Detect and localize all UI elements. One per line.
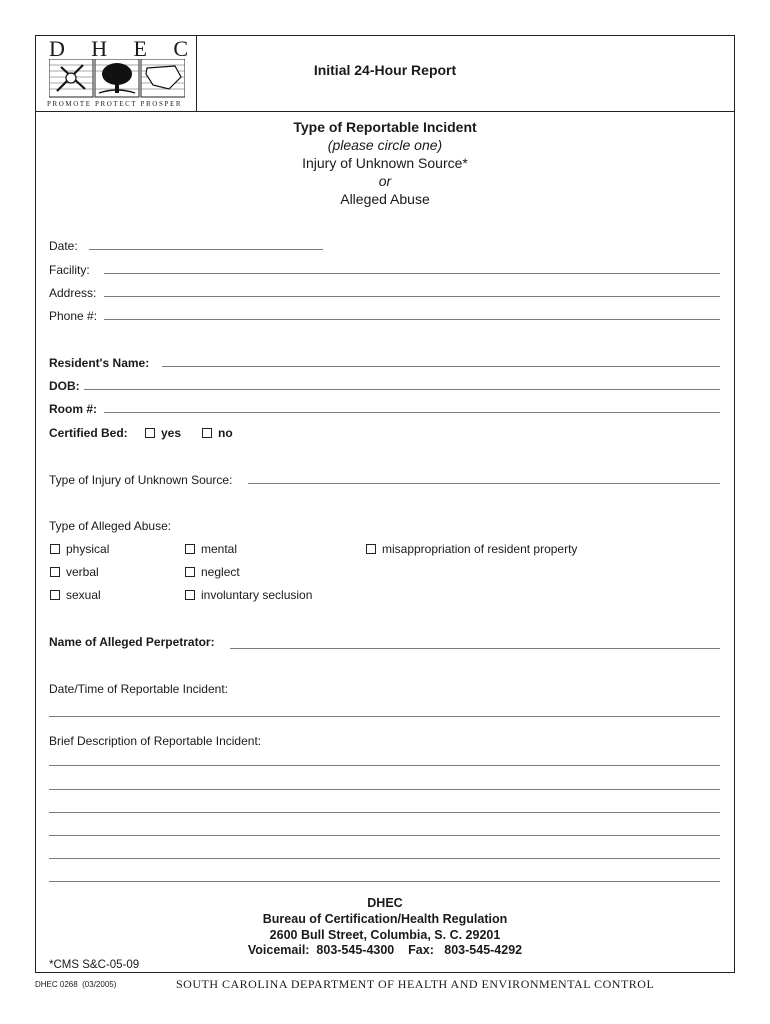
description-line[interactable] [49,835,720,836]
contact-bureau: Bureau of Certification/Health Regulation [262,912,508,926]
logo-emblem-icon [49,59,185,99]
checkbox-icon[interactable] [50,544,60,554]
incident-type-heading: Type of Reportable Incident [293,119,477,135]
contact-org: DHEC [367,896,403,910]
yes-label: yes [161,426,182,440]
certified-bed-label: Certified Bed: [49,426,128,440]
room-field[interactable] [104,412,720,413]
checkbox-icon[interactable] [185,590,195,600]
form-code: DHEC 0268 (03/2005) [35,980,117,989]
description-line[interactable] [49,812,720,813]
abuse-option-misappropriation[interactable] [366,542,577,556]
alleged-perpetrator-field[interactable] [230,648,720,649]
facility-label: Facility: [49,263,90,277]
phone-label: Phone #: [49,309,98,323]
form-header [35,35,735,112]
injury-unknown-source-field[interactable] [248,483,720,484]
description-line[interactable] [49,765,720,766]
option-label: verbal [66,565,99,579]
checkbox-icon[interactable] [185,544,195,554]
resident-name-field[interactable] [162,366,720,367]
no-label: no [218,426,233,440]
circle-one-instruction: (please circle one) [327,137,443,153]
abuse-option-mental[interactable] [185,542,237,556]
description-label: Brief Description of Reportable Incident: [49,734,262,748]
option-label: neglect [201,565,240,579]
option-label: mental [201,542,238,556]
resident-name-label: Resident's Name: [49,356,150,370]
phone-field[interactable] [104,319,720,320]
agency-name: SOUTH CAROLINA DEPARTMENT OF HEALTH AND ENVIRONMENTAL CONTROL [176,977,655,991]
option-label: physical [66,542,110,556]
room-label: Room #: [49,402,97,416]
contact-address: 2600 Bull Street, Columbia, S. C. 29201 [269,928,501,942]
checkbox-icon[interactable] [50,590,60,600]
checkbox-icon[interactable] [202,428,212,438]
option-injury-unknown-source[interactable]: Injury of Unknown Source* [302,155,468,171]
option-label: involuntary seclusion [201,588,313,602]
certified-bed-yes[interactable] [145,426,181,440]
injury-unknown-source-label: Type of Injury of Unknown Source: [49,473,233,487]
certified-bed-no[interactable] [202,426,233,440]
description-line[interactable] [49,789,720,790]
alleged-abuse-label: Type of Alleged Abuse: [49,519,172,533]
incident-datetime-field[interactable] [49,716,720,717]
checkbox-icon[interactable] [366,544,376,554]
abuse-option-involuntary-seclusion[interactable] [185,588,312,602]
abuse-option-sexual[interactable] [50,588,101,602]
address-field[interactable] [104,296,720,297]
description-line[interactable] [49,881,720,882]
report-title: Initial 24-Hour Report [313,62,457,78]
facility-field[interactable] [104,273,720,274]
description-line[interactable] [49,858,720,859]
contact-phones: Voicemail: 803-545-4300 Fax: 803-545-4292 [247,943,523,957]
option-alleged-abuse[interactable]: Alleged Abuse [340,191,430,207]
incident-datetime-label: Date/Time of Reportable Incident: [49,682,228,696]
logo-letter: C [173,36,189,61]
or-separator: or [378,173,392,189]
logo-letter: D [49,36,66,61]
checkbox-icon[interactable] [145,428,155,438]
dhec-logo [35,35,197,111]
option-label: misappropriation of resident property [382,542,578,556]
dob-field[interactable] [84,389,720,390]
alleged-perpetrator-label: Name of Alleged Perpetrator: [49,635,215,649]
logo-letter: E [133,36,148,61]
address-label: Address: [49,286,97,300]
checkbox-icon[interactable] [185,567,195,577]
abuse-option-verbal[interactable] [50,565,99,579]
abuse-option-physical[interactable] [50,542,109,556]
logo-tagline: PROMOTE PROTECT PROSPER [47,100,183,108]
dob-label: DOB: [49,379,80,393]
checkbox-icon[interactable] [50,567,60,577]
date-label: Date: [49,239,78,253]
date-field[interactable] [89,249,323,250]
abuse-option-neglect[interactable] [185,565,240,579]
option-label: sexual [66,588,101,602]
footnote: *CMS S&C-05-09 [49,959,140,971]
logo-letter: H [91,36,109,61]
